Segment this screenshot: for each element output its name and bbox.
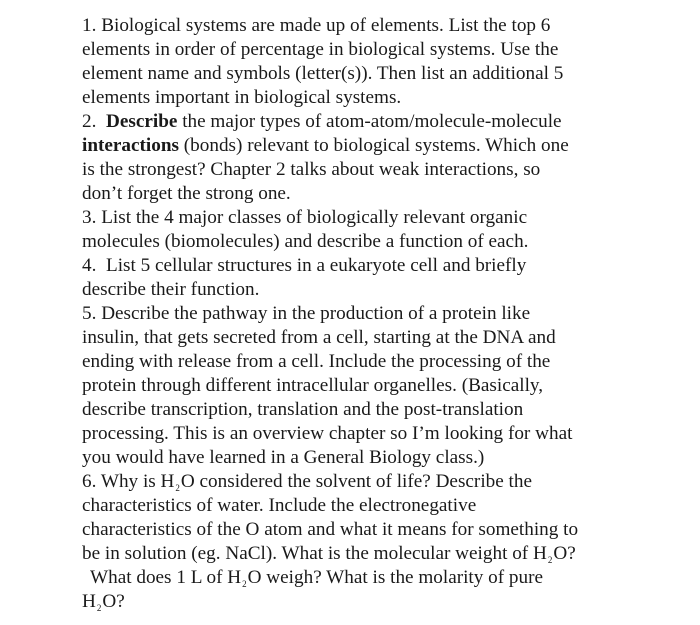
subscript-2: 2 xyxy=(96,603,102,613)
question-1 xyxy=(82,14,622,110)
emphasis-describe: Describe xyxy=(105,111,178,132)
question-number: 6. xyxy=(82,471,97,492)
emphasis-interactions: interactions xyxy=(82,135,179,156)
question-text: H xyxy=(82,591,96,612)
question-text: don’t forget the strong one. xyxy=(82,183,291,204)
question-text: describe transcription, translation and the post-translation xyxy=(82,399,524,420)
subscript-2: 2 xyxy=(175,483,180,493)
subscript-2: 2 xyxy=(242,579,247,589)
question-text: the major types of atom-atom/molecule-molecule xyxy=(182,111,562,132)
subscript-2: 2 xyxy=(547,555,553,565)
question-text: is the strongest? Chapter 2 talks about weak interactions, so xyxy=(82,159,541,180)
question-4 xyxy=(82,254,622,302)
question-text: O weigh? What is the molarity of pure xyxy=(247,567,544,588)
question-text: elements important in biological systems. xyxy=(82,87,402,108)
question-text: characteristics of the O atom and what it means for something to xyxy=(82,519,579,540)
question-text: ending with release from a cell. Include the processing of the xyxy=(82,351,551,372)
question-text: protein through different intracellular organelles. (Basically, xyxy=(82,375,544,396)
question-text: you would have learned in a General Biology class.) xyxy=(82,447,485,468)
question-5 xyxy=(82,302,622,470)
question-2 xyxy=(82,110,622,206)
question-text: (bonds) relevant to biological systems. Which one xyxy=(183,135,569,156)
question-text: List 5 cellular structures in a eukaryote cell and briefly xyxy=(105,255,527,276)
question-text: be in solution (eg. NaCl). What is the molecular weight of H xyxy=(82,543,547,564)
question-text: insulin, that gets secreted from a cell, starting at the DNA and xyxy=(82,327,556,348)
question-number: 5. xyxy=(82,303,97,324)
question-text: Describe the pathway in the production of a protein like xyxy=(101,303,531,324)
question-text: O? xyxy=(553,543,576,564)
question-text: processing. This is an overview chapter so I’m looking for what xyxy=(82,423,573,444)
question-6 xyxy=(82,470,622,614)
question-text: molecules (biomolecules) and describe a function of each. xyxy=(82,231,529,252)
question-text: characteristics of water. Include the electronegative xyxy=(82,495,477,516)
question-number: 2. xyxy=(82,111,97,132)
question-text: element name and symbols (letter(s)). Then list an additional 5 xyxy=(82,63,564,84)
question-text: Why is H xyxy=(100,471,175,492)
question-text: List the 4 major classes of biologically relevant organic xyxy=(101,207,528,228)
question-3 xyxy=(82,206,622,254)
question-text: O? xyxy=(102,591,125,612)
question-text: elements in order of percentage in biological systems. Use the xyxy=(82,39,559,60)
question-number: 1. xyxy=(82,15,97,36)
question-number: 3. xyxy=(82,207,97,228)
question-number: 4. xyxy=(82,255,97,276)
question-text: What does 1 L of H xyxy=(90,567,242,588)
assignment-document xyxy=(82,14,622,614)
question-text: Biological systems are made up of elements. List the top 6 xyxy=(101,15,551,36)
question-text: O considered the solvent of life? Describe the xyxy=(180,471,532,492)
question-text: describe their function. xyxy=(82,279,260,300)
